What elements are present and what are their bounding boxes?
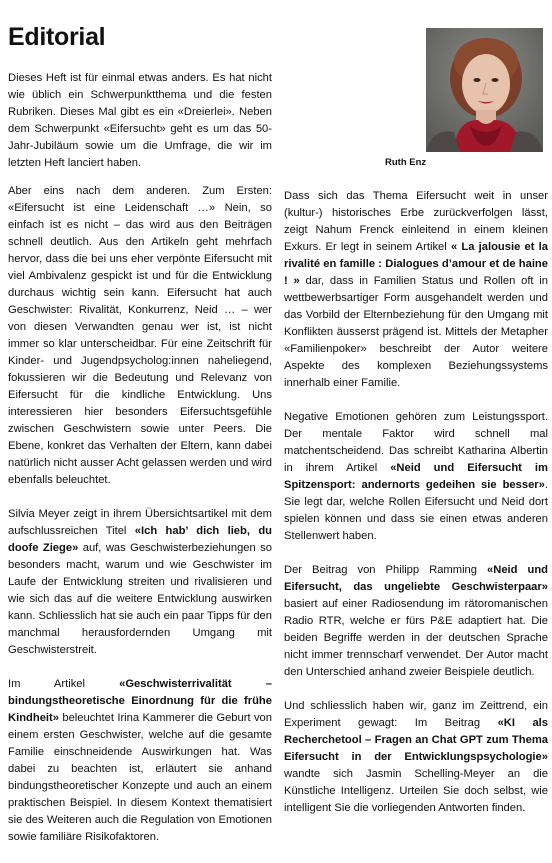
text-run: Aber eins nach dem anderen. Zum Ersten: «Eifersucht ist eine Leidenschaft …» Nein, so einfach ist es nicht – das wird aus den Beiträgen schnell deutlich. Aus den Artikeln geht mehrfach hervor, dass die bei uns eher verpönte Eifersucht mit viel Ambivalenz gespickt ist und für die Entwicklung durchaus wichtig sein kann. Eifersucht hat auch Geschwister: Rivalität, Konkurrenz, Neid … – wer von diesen Verwandten genau wer ist, ist nicht immer so klar unterscheidbar. Für eine Zeitschrift für Kinder- und Jugendpsycholog:innen naheliegend, fokussieren wir die Bedeutung und Relevanz von Eifersucht für die kindliche Entwicklung. Uns interessieren hier besonders Eifersuchtsgefühle zwischen Geschwistern sowie unter Peers. Die Ebene, konkret das Verhalten der Eltern, kann dabei natürlich nicht ausser Acht gelassen werden und wird ebenfalls beleuchtet. bbox=[8, 185, 272, 486]
text-run: Silvia Meyer zeigt in ihrem Übersichtsartikel mit dem aufschlussreichen Titel bbox=[8, 508, 272, 537]
author-photo bbox=[426, 28, 543, 152]
article-title: « La jalousie et la rivalité en famille : Dialogues d’amour et de haine ! » bbox=[284, 241, 548, 287]
article-title: «Geschwisterrivalität – bindungstheoretische Einordnung für die frühe Kindheit» bbox=[8, 678, 272, 724]
text-run: Der Beitrag von Philipp Ramming bbox=[284, 564, 488, 576]
text-run: dar, dass in Familien Status und Rollen oft in wettbewerbsartiger Form ausgehandelt werden und das Vorbild der Elternbeziehung für den Umgang mit Konflikten äusserst prägend ist. Mittels der Metapher «Familienpoker» beschreibt der Autor weitere Aspekte des komplexen Beziehungssystems innerhalb einer Familie. bbox=[284, 275, 548, 389]
left-paragraph-1 bbox=[8, 183, 272, 489]
left-column bbox=[8, 183, 272, 863]
text-run: beleuchtet Irina Kammerer die Geburt von einem ersten Geschwister, welche auf die gesamte Familie einschneidende Auswirkungen hat. Was dabei zu beachten ist, erläutert sie anhand bindungstheoretischer Konzepte und auch an einem praktischen Beispiel. In diesem Kontext thematisiert sie des Weiteren auch die Regulation von Emotionen sowie familiäre Risikofaktoren. bbox=[8, 712, 272, 843]
text-run: Im Artikel bbox=[8, 678, 120, 690]
right-paragraph-4 bbox=[284, 698, 548, 817]
right-paragraph-3 bbox=[284, 562, 548, 681]
right-paragraph-2 bbox=[284, 409, 548, 545]
text-run: Und schliesslich haben wir, ganz im Zeittrend, ein Experiment gewagt: Im Beitrag bbox=[284, 700, 548, 729]
text-run: basiert auf einer Radiosendung im rätoromanischen Radio RTR, welche er fürs P&E adaptiert hat. Die beiden Begriffe werden in der deutschen Sprache nicht immer trennscharf verwendet. Der Autor macht den Unterschied anhand zweier Beispiele deutlich. bbox=[284, 598, 548, 678]
article-title: «KI als Recherchetool – Fragen an Chat GPT zum Thema Eifersucht in der Entwicklungspsychologie» bbox=[284, 717, 549, 763]
text-run: . Sie legt dar, welche Rollen Eifersucht und Neid dort spielen können und dass sie einen etwas anderen Stellenwert haben. bbox=[284, 479, 548, 542]
photo-caption: Ruth Enz bbox=[385, 157, 427, 168]
page-title: Editorial bbox=[8, 23, 106, 51]
text-run: auf, was Geschwisterbeziehungen so besonders macht, warum und wie Geschwister im Laufe der Entwicklung streiten und rivalisieren und wie sich das auf die weitere Entwicklung auswirken kann. Schliesslich hat sie auch ein paar Tipps für den manchmal herausfordernden Umgang mit Geschwisterstreit. bbox=[8, 542, 272, 656]
text-run: Negative Emotionen gehören zum Leistungssport. Der mentale Faktor wird schnell mal matchentscheidend. Das schreibt Katharina Albertin in ihrem Artikel bbox=[284, 411, 548, 474]
article-title: «Neid und Eifersucht im Spitzensport: andernorts gedeihen sie besser» bbox=[284, 462, 548, 491]
article-title: «Ich hab’ dich lieb, du doofe Ziege» bbox=[8, 525, 272, 554]
left-paragraph-2 bbox=[8, 506, 272, 659]
text-run: Dass sich das Thema Eifersucht weit in unser (kultur-) historisches Erbe zurückverfolgen lässt, zeigt Nahum Frenck einleitend in einem kleinen Exkurs. Er legt in seinem Artikel bbox=[284, 190, 548, 253]
right-column bbox=[284, 188, 548, 834]
article-title: «Neid und Eifersucht, das ungeliebte Geschwisterpaar» bbox=[284, 564, 548, 593]
intro-paragraph: Dieses Heft ist für einmal etwas anders. Es hat nicht wie üblich ein Schwerpunktthema und die festen Rubriken. Dieses Mal gibt es ein «Dreierlei». Neben dem Schwerpunkt «Eifersucht» geht es um das 50-Jahr-Jubiläum sowie um die Umfrage, die wir im letzten Heft lanciert haben. bbox=[8, 72, 272, 169]
left-paragraph-3 bbox=[8, 676, 272, 846]
text-run: wandte sich Jasmin Schelling-Meyer an die Künstliche Intelligenz. Urteilen Sie doch selbst, wie intelligent Sie die vorliegenden Antworten finden. bbox=[284, 768, 548, 814]
portrait-image bbox=[426, 28, 543, 152]
right-paragraph-1 bbox=[284, 188, 548, 392]
